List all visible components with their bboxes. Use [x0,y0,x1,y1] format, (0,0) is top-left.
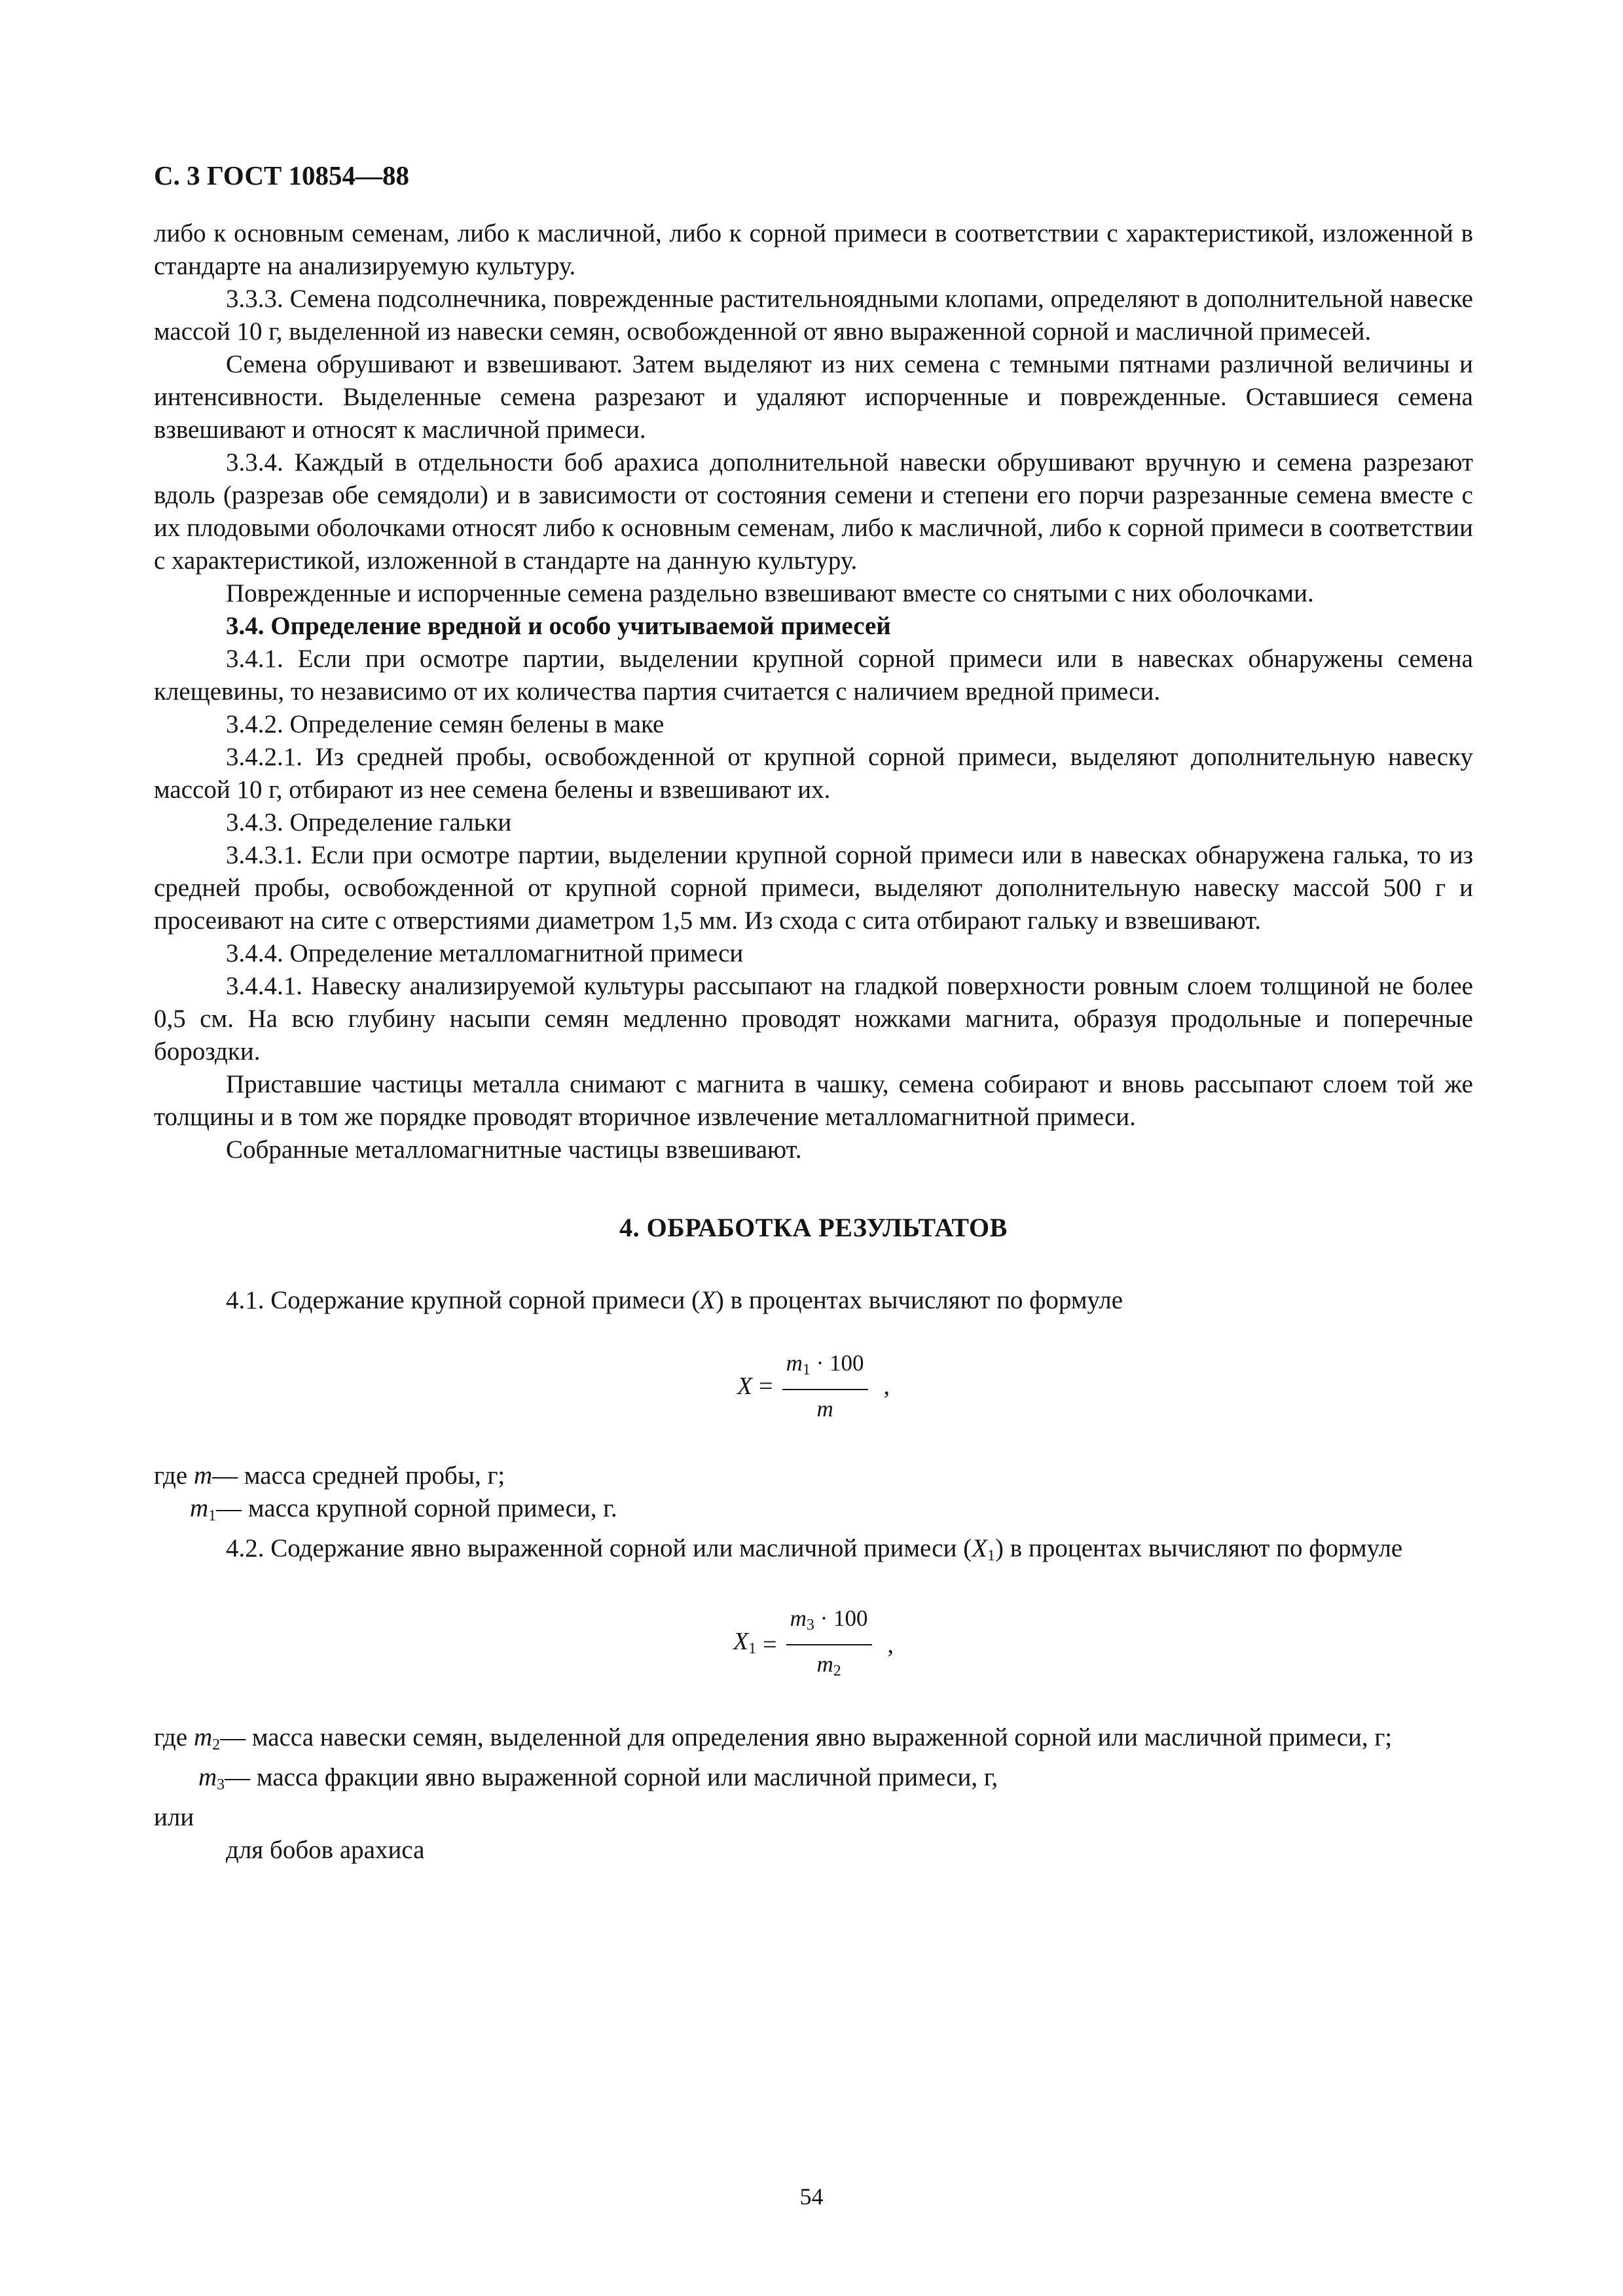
paragraph: 3.3.4. Каждый в отдельности боб арахиса дополнительной навески обрушивают вручную и семена разрезают вдоль (разрезав обе семядоли) и в зависимости от состояния семени и степени его порчи разрезанные семена вместе с их плодовыми оболочками относят либо к основным семенам, либо к масличной, либо к сорной примеси в соответствии с характеристикой, изложенной в стандарте на данную культуру. [154,448,1473,575]
formula-x: X = $\frac{m_1 \cdot 100}{m}$ , [154,1347,1473,1426]
paragraph: Приставшие частицы металла снимают с магнита в чашку, семена собирают и вновь рассыпают слоем той же толщины и в том же порядке проводят вторичное извлечение металломагнитной примеси. [154,1070,1473,1131]
paragraph: либо к основным семенам, либо к масличной, либо к сорной примеси в соответствии с характеристикой, изложенной в стандарте на анализируемую культуру. [154,219,1473,280]
section-title: 4. ОБРАБОТКА РЕЗУЛЬТАТОВ [619,1213,1008,1242]
where-row: $m_1$ — масса крупной сорной примеси, г. [190,1494,617,1524]
paragraph: Собранные металломагнитные частицы взвешивают. [226,1136,802,1164]
peanut-line: для бобов арахиса [226,1836,425,1864]
paragraph-4-2: 4.2. Содержание явно выраженной сорной или масличной примеси $(X_1)$ в процентах вычисляют по формуле [226,1534,1403,1564]
page-number: 54 [799,2183,824,2210]
page-header: С. 3 ГОСТ 10854—88 [154,160,410,190]
paragraph: 3.4.4. Определение металломагнитной примеси [226,939,744,967]
document-page [154,157,1473,1867]
paragraph: 3.3.3. Семена подсолнечника, поврежденные растительноядными клопами, определяют в дополнительной навеске массой 10 г, выделенной из навески семян, освобожденной от явно выраженной сорной и масличной примесей. [154,285,1473,346]
where-block-2 [154,1721,1473,1801]
paragraph-4-1: 4.1. Содержание крупной сорной примеси (X) в процентах вычисляют по формуле [226,1286,1123,1314]
body-text [154,217,1473,1867]
paragraph: 3.4.4.1. Навеску анализируемой культуры рассыпают на гладкой поверхности ровным слоем толщиной не более 0,5 см. На всю глубину насыпи семян медленно проводят ножками магнита, образуя продольные и поперечные бороздки. [154,972,1473,1066]
formula-fraction: $\frac{m_3 \cdot 100}{m_2}$ [786,1602,872,1687]
where-row: где m — масса средней пробы, г; [154,1462,505,1490]
paragraph: 3.4. Определение вредной и особо учитываемой примесей [226,612,891,640]
paragraph: Поврежденные и испорченные семена раздельно взвешивают вместе со снятыми с них оболочками. [226,579,1314,607]
paragraph: Семена обрушивают и взвешивают. Затем выделяют из них семена с темными пятнами различной величины и интенсивности. Выделенные семена разрезают и удаляют испорченные и поврежденные. Оставшиеся семена взвешивают и относят к масличной примеси. [154,350,1473,444]
paragraph: 3.4.3. Определение гальки [226,808,512,836]
paragraph-list [154,217,1473,1166]
or-line: или [154,1803,194,1831]
formula-lhs: $X_1$ [733,1627,757,1657]
paragraph: 3.4.1. Если при осмотре партии, выделении крупной сорной примеси или в навесках обнаружены семена клещевины, то независимо от их количества партия считается с наличием вредной примеси. [154,645,1473,706]
where-row: $m_3$ — масса фракции явно выраженной сорной или масличной примеси, г, [198,1763,998,1793]
where-row: где $m_2$ — масса навески семян, выделенной для определения явно выраженной сорной или масличной примеси, г; [154,1723,1393,1753]
where-block-1 [154,1460,1473,1532]
formula-x1: $X_1$ = $\frac{m_3 \cdot 100}{m_2}$ , [154,1602,1473,1687]
paragraph: 3.4.2.1. Из средней пробы, освобожденной от крупной сорной примеси, выделяют дополнительную навеску массой 10 г, отбирают из нее семена белены и взвешивают их. [154,743,1473,804]
formula-lhs: X [737,1372,753,1400]
formula-fraction: $\frac{m_1 \cdot 100}{m}$ [782,1347,868,1426]
paragraph: 3.4.3.1. Если при осмотре партии, выделении крупной сорной примеси или в навесках обнаружена галька, то из средней пробы, освобожденной от крупной сорной примеси, выделяют дополнительную навеску массой 500 г и просеивают на сите с отверстиями диаметром 1,5 мм. Из схода с сита отбирают гальку и взвешивают. [154,841,1473,935]
paragraph: 3.4.2. Определение семян белены в маке [226,710,665,738]
